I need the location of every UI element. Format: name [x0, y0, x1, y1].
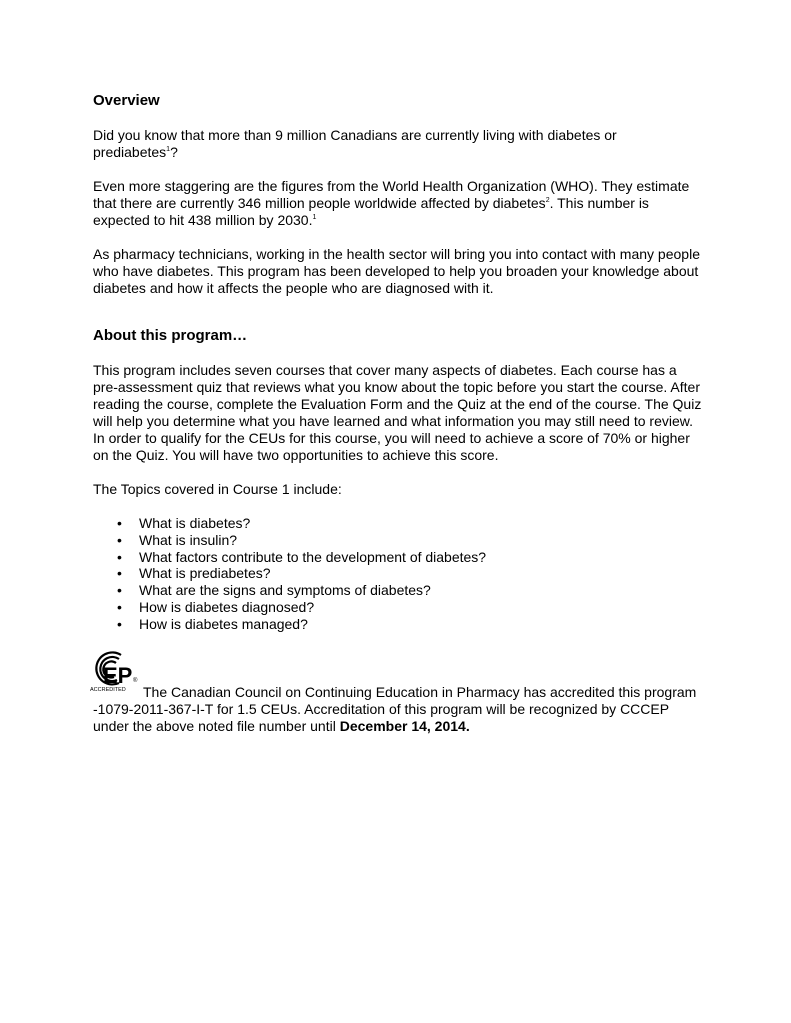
- overview-paragraph-2: [93, 178, 703, 229]
- list-item: [93, 616, 703, 633]
- overview-p1-end: ?: [170, 144, 178, 160]
- topic-label: What factors contribute to the development of diabetes?: [139, 548, 487, 565]
- topic-label: What is insulin?: [139, 531, 238, 548]
- logo-letters: EP: [103, 662, 133, 688]
- list-item: [93, 549, 703, 566]
- list-item: [93, 599, 703, 616]
- list-item: [93, 565, 703, 582]
- topic-label: What are the signs and symptoms of diabetes?: [139, 582, 431, 599]
- bullet-icon: •: [117, 548, 122, 565]
- accreditation-paragraph: [93, 649, 703, 735]
- overview-p2-text-a: Even more staggering are the figures from the World Health Organization (WHO). They estimate that there are currently 346 million people worldwide affected by diabetes: [93, 178, 690, 211]
- footnote-ref: 2: [545, 197, 550, 204]
- bullet-icon: •: [117, 582, 122, 599]
- accreditation-block: [90, 649, 703, 735]
- list-item: [93, 582, 703, 599]
- list-item: [93, 515, 703, 532]
- overview-heading: Overview: [93, 92, 160, 109]
- about-paragraph-1: This program includes seven courses that cover many aspects of diabetes. Each course has a pre-assessment quiz that reviews what you know about the topic before you start the course. After reading the course, complete the Evaluation Form and the Quiz at the end of the course. The Quiz will help you determine what you have learned and what information you may still need to review. In order to qualify for the CEUs for this course, you will need to achieve a score of 70% or higher on the Quiz. You will have two opportunities to achieve this score.: [93, 362, 702, 463]
- bullet-icon: •: [117, 598, 122, 615]
- topic-label: How is diabetes managed?: [139, 615, 308, 632]
- accreditation-text: The Canadian Council on Continuing Education in Pharmacy has accredited this program -1079-2011-367-I-T for 1.5 CEUs. Accreditation of this program will be recognized by CCCEP under the above noted file number until: [93, 683, 697, 734]
- topic-label: What is diabetes?: [139, 515, 251, 531]
- list-item: [93, 532, 703, 549]
- overview-p2-text-b: . This number is expected to hit 438 million by 2030.: [93, 195, 649, 228]
- topic-label: What is prediabetes?: [139, 565, 271, 582]
- cccep-accredited-logo-icon: [89, 649, 141, 693]
- bullet-icon: •: [117, 531, 122, 548]
- footnote-ref: 1: [166, 146, 171, 153]
- topic-label: How is diabetes diagnosed?: [139, 598, 315, 615]
- bullet-icon: •: [117, 565, 122, 582]
- footnote-ref: 1: [312, 214, 317, 221]
- overview-p1-text: Did you know that more than 9 million Canadians are currently living with diabetes or prediabetes: [93, 127, 617, 160]
- bullet-icon: •: [117, 615, 122, 632]
- topics-list: [93, 515, 703, 633]
- logo-caption: ACCREDITED: [90, 686, 126, 693]
- overview-paragraph-1: [93, 127, 703, 161]
- about-heading: About this program…: [93, 327, 248, 344]
- accreditation-date: December 14, 2014.: [339, 717, 470, 734]
- bullet-icon: •: [117, 515, 122, 531]
- document-page: [90, 92, 703, 735]
- logo-registered: ®: [133, 677, 138, 684]
- overview-paragraph-3: As pharmacy technicians, working in the health sector will bring you into contact with many people who have diabetes. This program has been developed to help you broaden your knowledge about diabetes and how it affects the people who are diagnosed with it.: [93, 246, 700, 296]
- topics-intro: The Topics covered in Course 1 include:: [93, 481, 342, 497]
